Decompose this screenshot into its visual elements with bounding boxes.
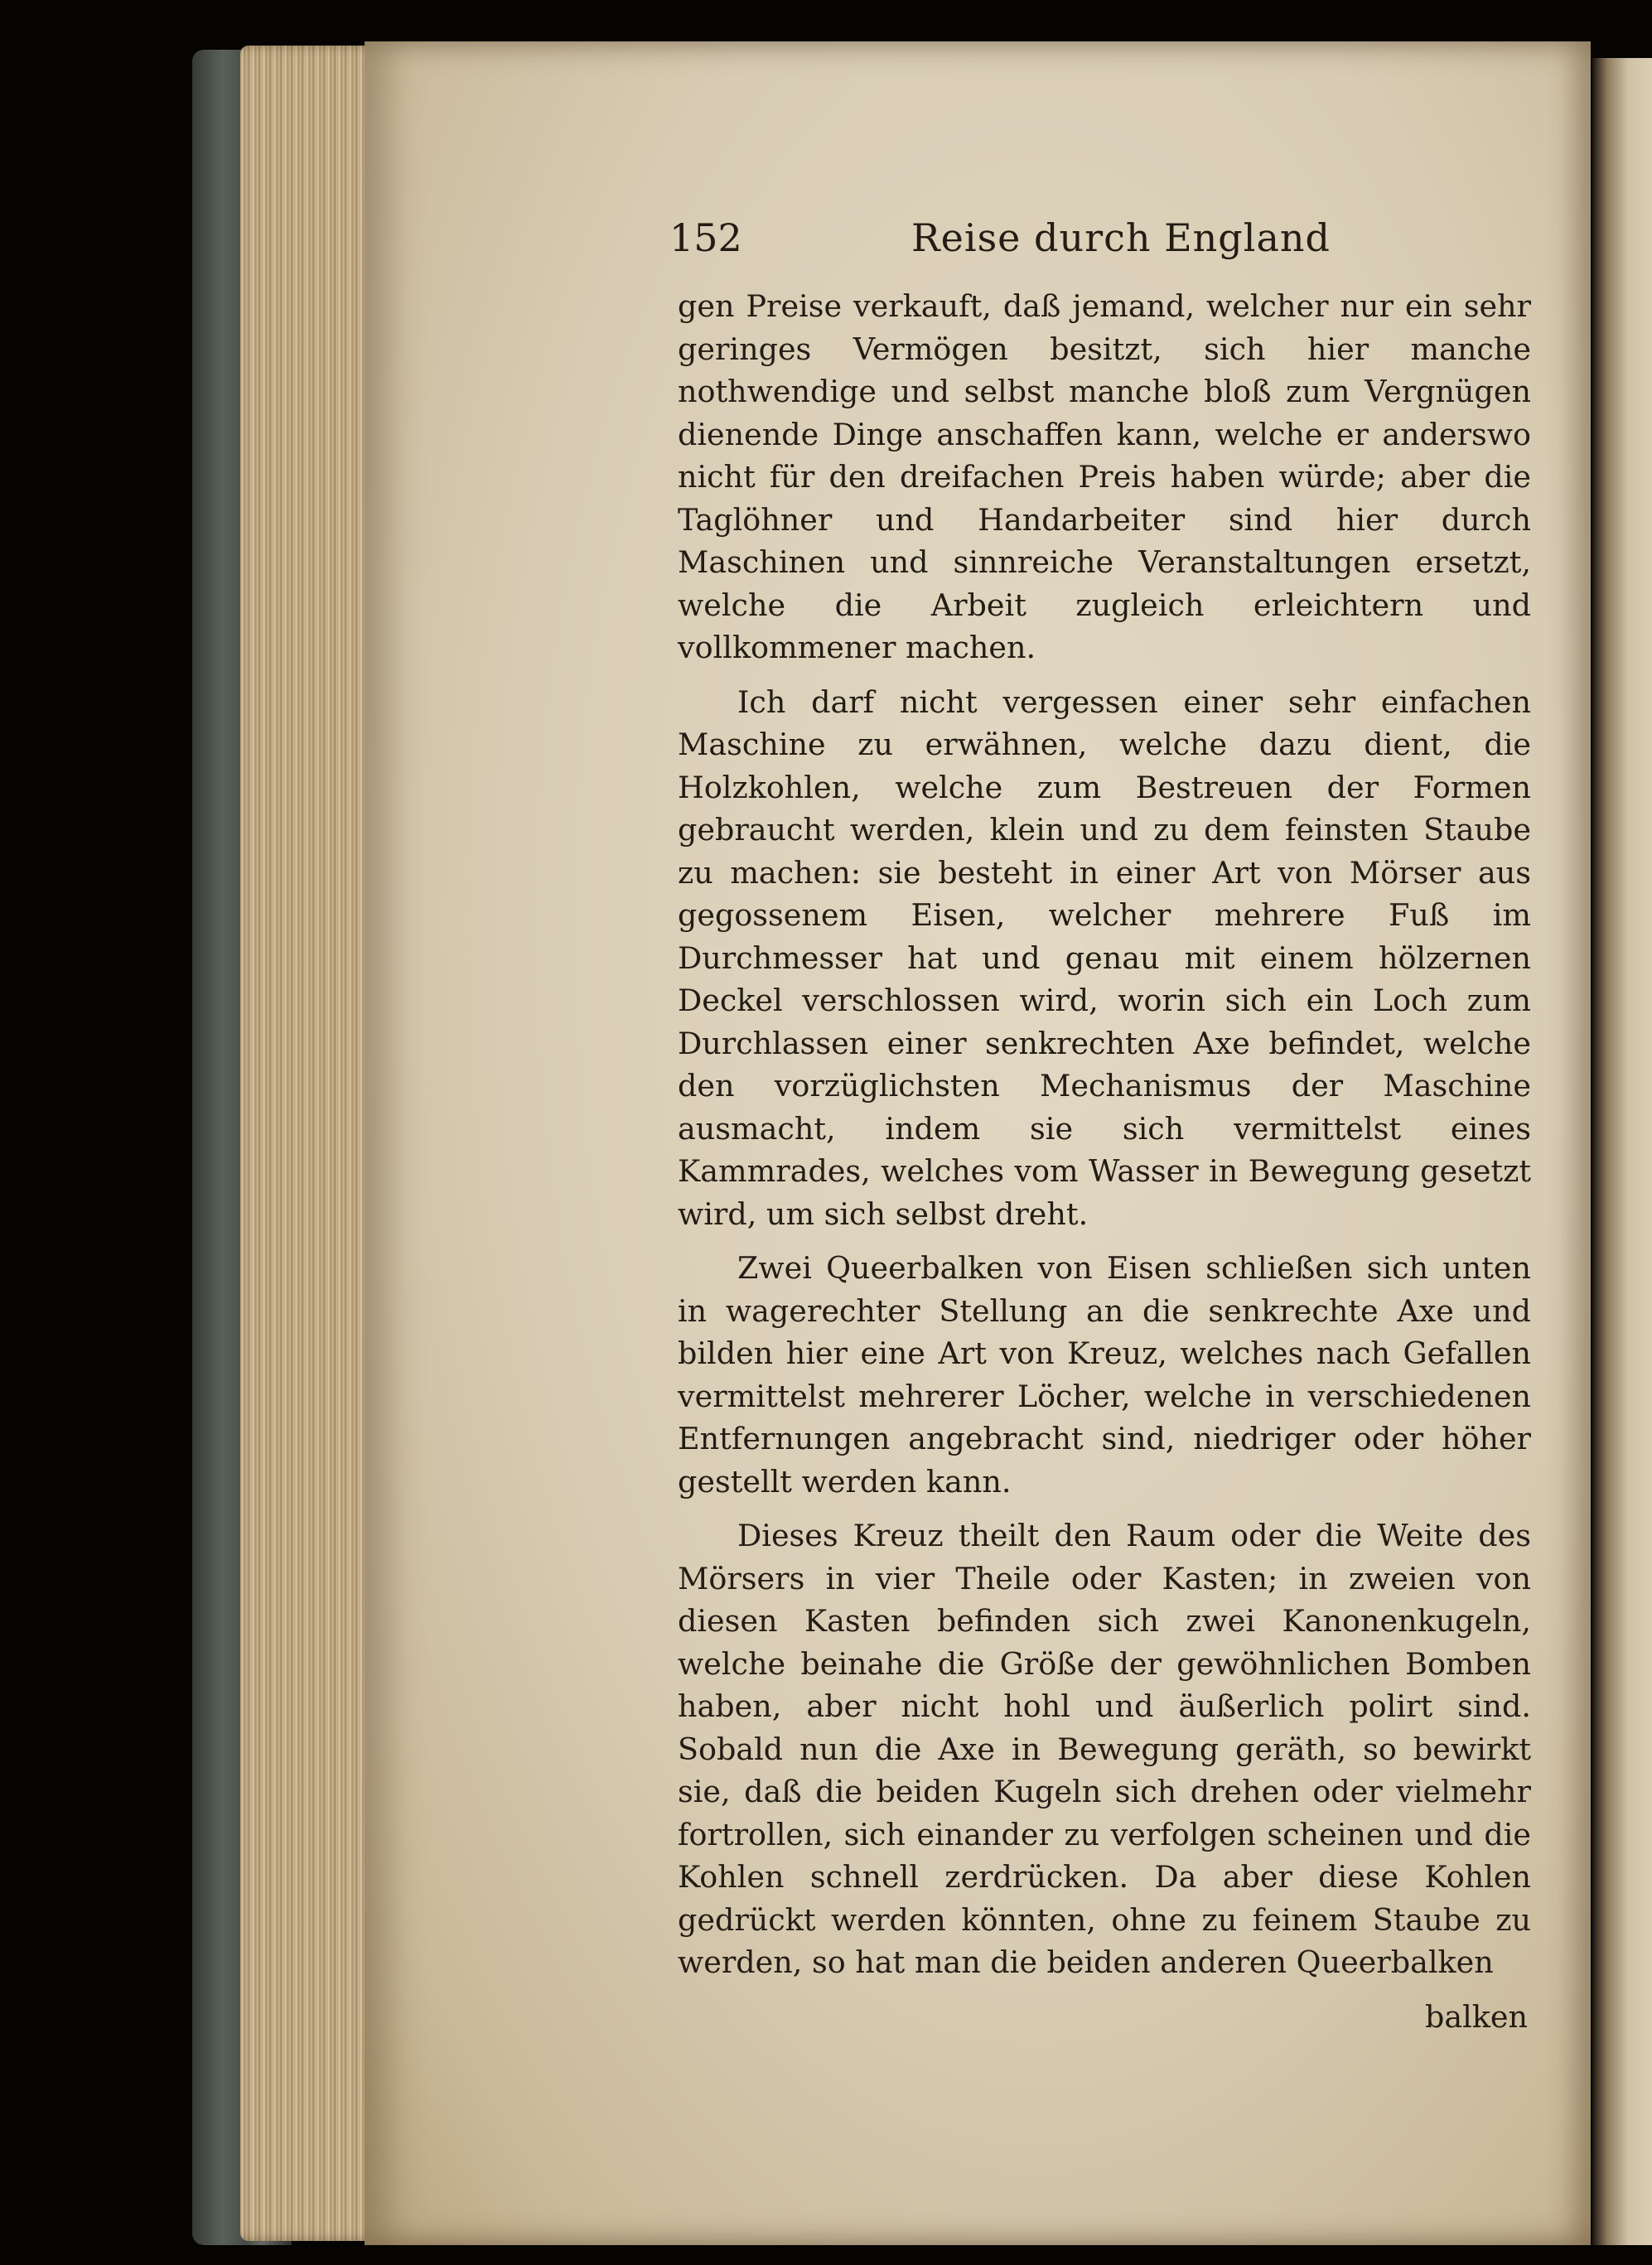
page-text-block	[669, 199, 1531, 2038]
paragraph-2: Ich darf nicht vergessen einer sehr einfachen Maschine zu erwähnen, welche dazu dient, die Holzkohlen, welche zum Bestreuen der Formen gebraucht werden, klein und zu dem feinsten Staube zu machen: sie besteht in einer Art von Mörser aus gegossenem Eisen, welcher mehrere Fuß im Durchmesser hat und genau mit einem hölzernen Deckel verschlossen wird, worin sich ein Loch zum Durchlassen einer senkrechten Axe befindet, welche den vorzüglichsten Mechanismus der Maschine ausmacht, indem sie sich vermittelst eines Kammrades, welches vom Wasser in Bewegung gesetzt wird, um sich selbst dreht.	[678, 683, 1531, 1232]
paragraph-4: Dieses Kreuz theilt den Raum oder die Weite des Mörsers in vier Theile oder Kasten; in zweien von diesen Kasten befinden sich zwei Kanonenkugeln, welche beinahe die Größe der gewöhnlichen Bomben haben, aber nicht hohl und äußerlich polirt sind. Sobald nun die Axe in Bewegung geräth, so bewirkt sie, daß die beiden Kugeln sich drehen oder vielmehr fortrollen, sich einander zu verfolgen scheinen und die Kohlen schnell zerdrücken. Da aber diese Kohlen gedrückt werden könnten, ohne zu feinem Staube zu werden, so hat man die beiden anderen Queerbalken	[678, 1518, 1531, 1980]
running-header	[669, 199, 1531, 265]
paragraph-3: Zwei Queerbalken von Eisen schließen sich unten in wagerechter Stellung an die senkrechte Axe und bilden hier eine Art von Kreuz, welches nach Gefallen vermittelst mehrerer Löcher, welche in verschiedenen Entfernungen angebracht sind, niedriger oder höher gestellt werden kann.	[678, 1250, 1531, 1500]
page-number: 152	[669, 215, 742, 260]
running-title: Reise durch England	[911, 215, 1331, 260]
facing-page-edge	[1592, 58, 1652, 2245]
catchword: balken	[1424, 1998, 1528, 2035]
page-edges	[240, 46, 381, 2241]
body-text	[678, 285, 1531, 2038]
paragraph-1: gen Preise verkauft, daß jemand, welcher nur ein sehr geringes Vermögen besitzt, sich hier manche nothwendige und selbst manche bloß zum Vergnügen dienende Dinge anschaffen kann, welche er anderswo nicht für den dreifachen Preis haben würde; aber die Taglöhner und Handarbeiter sind hier durch Maschinen und sinnreiche Veranstaltungen ersetzt, welche die Arbeit zugleich erleichtern und vollkommener machen.	[678, 288, 1531, 665]
